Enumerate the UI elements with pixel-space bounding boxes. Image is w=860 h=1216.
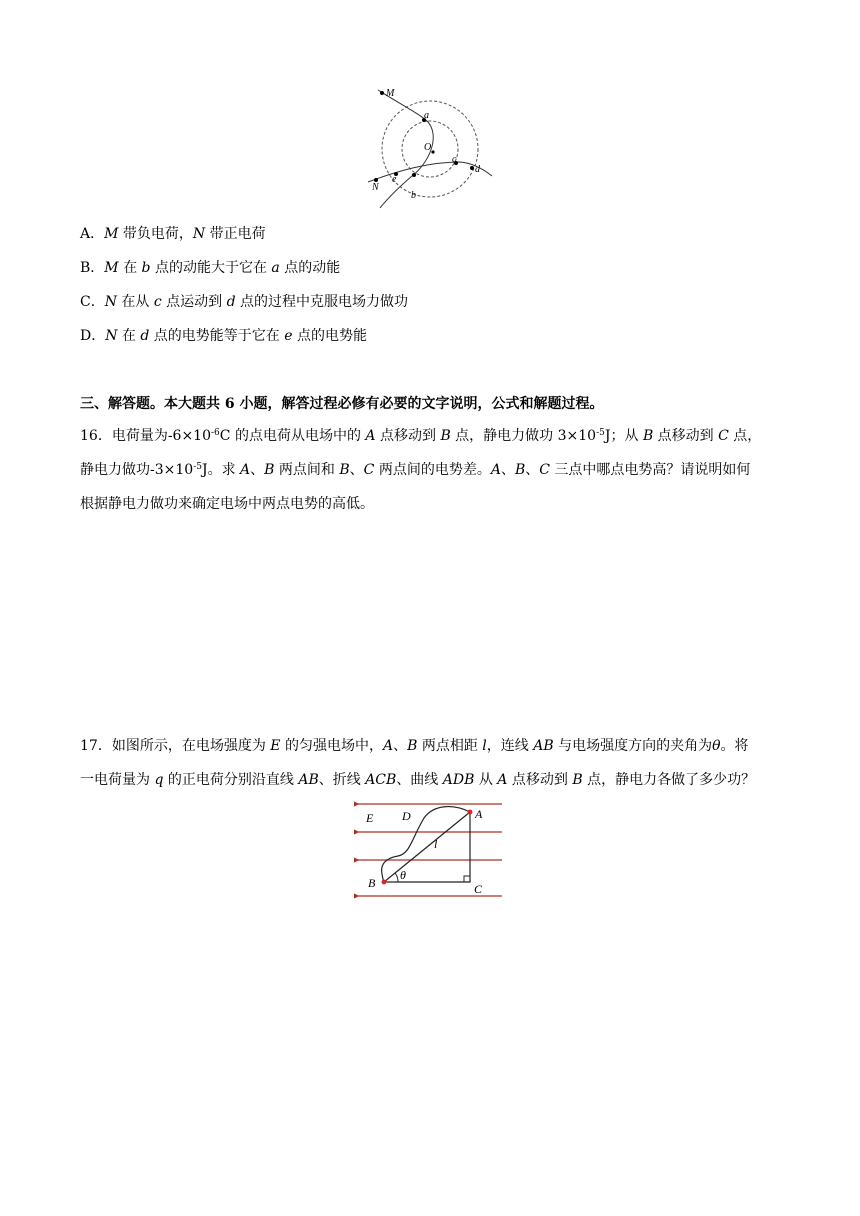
- option-a: A．M 带负电荷，N 带正电荷: [80, 226, 266, 242]
- point-d: [470, 166, 474, 170]
- option-c: C．N 在从 c 点运动到 d 点的过程中克服电场力做功: [80, 294, 409, 310]
- point-b: [412, 173, 416, 177]
- right-angle-mark: [464, 876, 470, 882]
- label-a: a: [424, 110, 429, 121]
- curve-adb: [382, 807, 470, 882]
- q16-line-3: 根据静电力做功来确定电场中两点电势的高低。: [80, 496, 374, 512]
- q16-line-2: 静电力做功$-3\times 10^{-5}J$。求 A、B 两点间和 B、C 两点间的电势差。A、B、C 三点中哪点电势高？请说明如何: [80, 462, 751, 478]
- section-3-heading: 三、解答题。本大题共 6 小题，解答过程必修有必要的文字说明，公式和解题过程。: [80, 396, 604, 412]
- trajectory-n: [368, 162, 492, 182]
- angle-arc: [395, 873, 398, 882]
- label-b: b: [411, 190, 416, 201]
- label-o: O: [424, 142, 432, 153]
- label-d2: D: [402, 809, 411, 823]
- figure-uniform-field: [354, 798, 504, 902]
- point-a2: [468, 810, 473, 815]
- label-e2: E: [366, 811, 374, 825]
- label-c: c: [452, 154, 457, 165]
- label-m: M: [386, 88, 395, 99]
- label-e: e: [392, 174, 397, 185]
- option-d: D．N 在 d 点的电势能等于它在 e 点的电势能: [80, 328, 368, 344]
- label-l: l: [434, 837, 438, 851]
- option-b: B．M 在 b 点的动能大于它在 a 点的动能: [80, 260, 341, 276]
- q17-line-2: 一电荷量为 q 的正电荷分别沿直线 AB、折线 ACB、曲线 ADB 从 A 点移动到 B 点，静电力各做了多少功？: [80, 772, 756, 788]
- q17-line-1: 17．如图所示，在电场强度为 E 的匀强电场中，A、B 两点相距 l，连线 AB 与电场强度方向的夹角为θ。将: [80, 738, 749, 754]
- label-b3: B: [368, 876, 376, 890]
- q16-line-1: 16．电荷量为$-6\times 10^{-6}C$ 的点电荷从电场中的 A 点移动到 B 点，静电力做功 $3\times 10^{-5}J$；从 B 点移动到 C 点，: [80, 428, 762, 444]
- label-d: d: [475, 164, 480, 175]
- point-m: [380, 91, 384, 95]
- label-a3: A: [475, 807, 483, 821]
- label-c2: C: [474, 882, 483, 896]
- point-b2: [382, 880, 387, 885]
- segment-ab: [384, 812, 470, 882]
- label-n: N: [372, 182, 379, 193]
- figure-trajectories: [360, 84, 500, 212]
- center-point-o: [431, 150, 434, 153]
- label-theta: θ: [400, 868, 406, 882]
